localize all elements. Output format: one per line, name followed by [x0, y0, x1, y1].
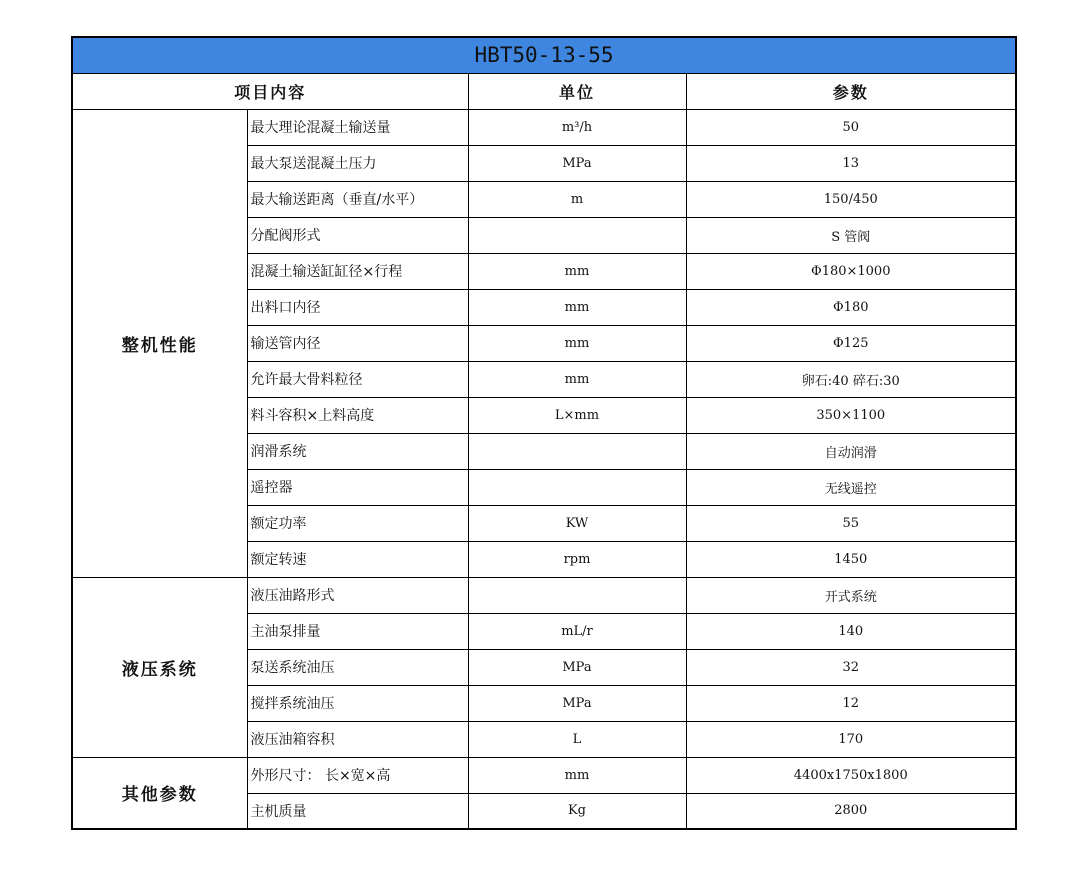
unit-label: m³/h	[468, 109, 686, 145]
value-label: 140	[686, 613, 1016, 649]
value-label: S 管阀	[686, 217, 1016, 253]
item-label: 泵送系统油压	[247, 649, 468, 685]
table-row	[72, 109, 1016, 145]
group-label: 其他参数	[72, 757, 247, 829]
unit-label: mm	[468, 757, 686, 793]
item-label: 润滑系统	[247, 433, 468, 469]
value-label: 卵石:40 碎石:30	[686, 361, 1016, 397]
item-label: 最大泵送混凝土压力	[247, 145, 468, 181]
unit-label	[468, 433, 686, 469]
item-label: 主油泵排量	[247, 613, 468, 649]
item-label: 料斗容积×上料高度	[247, 397, 468, 433]
item-label: 外形尺寸： 长×宽×高	[247, 757, 468, 793]
value-label: 150/450	[686, 181, 1016, 217]
value-label: 12	[686, 685, 1016, 721]
unit-label	[468, 577, 686, 613]
unit-label	[468, 217, 686, 253]
value-label: Φ180×1000	[686, 253, 1016, 289]
unit-label: mm	[468, 289, 686, 325]
unit-label: m	[468, 181, 686, 217]
item-label: 输送管内径	[247, 325, 468, 361]
unit-label: mL/r	[468, 613, 686, 649]
unit-label	[468, 469, 686, 505]
value-label: 1450	[686, 541, 1016, 577]
item-label: 混凝土输送缸缸径×行程	[247, 253, 468, 289]
group-label: 液压系统	[72, 577, 247, 757]
spec-table-body	[72, 37, 1016, 829]
value-label: 32	[686, 649, 1016, 685]
table-row	[72, 757, 1016, 793]
value-label: 自动润滑	[686, 433, 1016, 469]
value-label: Φ180	[686, 289, 1016, 325]
value-label: 2800	[686, 793, 1016, 829]
item-label: 额定转速	[247, 541, 468, 577]
item-label: 遥控器	[247, 469, 468, 505]
item-label: 液压油箱容积	[247, 721, 468, 757]
unit-label: KW	[468, 505, 686, 541]
spec-table	[71, 36, 1017, 830]
header-unit: 单位	[468, 73, 686, 109]
value-label: 无线遥控	[686, 469, 1016, 505]
title-row	[72, 37, 1016, 73]
value-label: 13	[686, 145, 1016, 181]
unit-label: L×mm	[468, 397, 686, 433]
value-label: 50	[686, 109, 1016, 145]
value-label: 170	[686, 721, 1016, 757]
item-label: 搅拌系统油压	[247, 685, 468, 721]
unit-label: MPa	[468, 685, 686, 721]
item-label: 液压油路形式	[247, 577, 468, 613]
unit-label: Kg	[468, 793, 686, 829]
unit-label: MPa	[468, 649, 686, 685]
item-label: 出料口内径	[247, 289, 468, 325]
value-label: 4400x1750x1800	[686, 757, 1016, 793]
header-value: 参数	[686, 73, 1016, 109]
item-label: 分配阀形式	[247, 217, 468, 253]
unit-label: mm	[468, 361, 686, 397]
item-label: 最大输送距离（垂直/水平）	[247, 181, 468, 217]
value-label: 55	[686, 505, 1016, 541]
unit-label: MPa	[468, 145, 686, 181]
value-label: Φ125	[686, 325, 1016, 361]
header-item: 项目内容	[72, 73, 468, 109]
group-label: 整机性能	[72, 109, 247, 577]
unit-label: L	[468, 721, 686, 757]
item-label: 允许最大骨料粒径	[247, 361, 468, 397]
unit-label: mm	[468, 253, 686, 289]
value-label: 开式系统	[686, 577, 1016, 613]
table-row	[72, 577, 1016, 613]
table-title: HBT50-13-55	[72, 37, 1016, 73]
unit-label: mm	[468, 325, 686, 361]
value-label: 350×1100	[686, 397, 1016, 433]
item-label: 最大理论混凝土输送量	[247, 109, 468, 145]
unit-label: rpm	[468, 541, 686, 577]
header-row	[72, 73, 1016, 109]
item-label: 额定功率	[247, 505, 468, 541]
item-label: 主机质量	[247, 793, 468, 829]
